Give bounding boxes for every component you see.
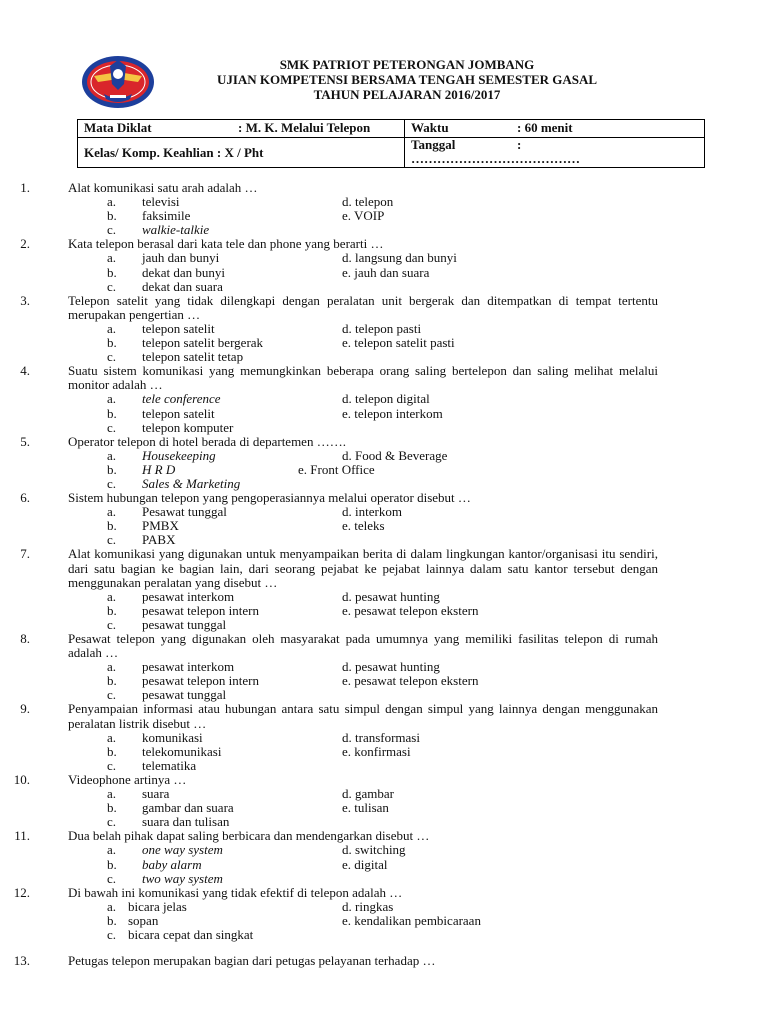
question-number: 1. <box>20 180 30 195</box>
question-text: Alat komunikasi satu arah adalah … <box>68 180 258 195</box>
waktu-value: : 60 menit <box>517 120 573 135</box>
question-row <box>0 632 768 660</box>
option-text: Pesawat tunggal <box>142 504 227 520</box>
option-row <box>0 843 768 857</box>
question-text: Kata telepon berasal dari kata tele dan phone yang berarti … <box>68 236 384 252</box>
option-text: pesawat tunggal <box>142 616 227 632</box>
question-item <box>0 435 768 491</box>
option-text: bicara cepat dan singkat <box>128 926 254 942</box>
question-number: 12. <box>13 884 30 900</box>
option-letter: a. <box>107 447 117 463</box>
option-letter: a. <box>107 898 117 914</box>
option-row <box>0 533 768 547</box>
option-letter: c. <box>107 814 117 830</box>
option-letter: c. <box>107 926 117 942</box>
option-letter: c. <box>107 687 117 703</box>
option-text: dekat dan suara <box>142 278 223 294</box>
option-text: pesawat telepon intern <box>142 602 259 618</box>
option-text: telematika <box>142 757 197 773</box>
option-row <box>0 407 768 421</box>
question-number: 4. <box>20 363 30 379</box>
question-row <box>0 435 768 449</box>
option-letter: a. <box>107 588 117 604</box>
option-text: komunikasi <box>142 729 203 745</box>
option-text: walkie-talkie <box>142 222 210 238</box>
question-number: 13. <box>13 953 30 969</box>
option-row <box>0 195 768 209</box>
option-text: pesawat interkom <box>142 588 235 604</box>
option-letter: b. <box>107 518 117 534</box>
option-text-right: d. langsung dan bunyi <box>342 250 457 266</box>
option-text-right: d. telepon pasti <box>342 320 422 336</box>
option-text-right: e. telepon satelit pasti <box>342 335 455 351</box>
question-row <box>0 886 768 900</box>
option-letter: c. <box>107 616 117 632</box>
question-number: 7. <box>20 546 30 562</box>
question-row <box>0 364 768 392</box>
question-row <box>0 181 768 195</box>
tanggal-sep: : <box>517 137 522 152</box>
option-text: bicara jelas <box>128 898 187 914</box>
question-number: 3. <box>20 292 30 308</box>
option-letter: c. <box>107 278 117 294</box>
option-text-right: d. telepon <box>342 194 394 210</box>
question-item <box>0 773 768 829</box>
option-row <box>0 928 768 942</box>
option-text-right: e. VOIP <box>342 208 385 224</box>
question-text: Suatu sistem komunikasi yang memungkinkan beberapa orang saling bertelepon dan saling melihat melalui monitor adalah … <box>68 363 658 393</box>
question-item <box>0 632 768 702</box>
option-text-right: d. pesawat hunting <box>342 588 440 604</box>
option-row <box>0 914 768 928</box>
option-text-right: e. pesawat telepon ekstern <box>342 673 479 689</box>
option-letter: b. <box>107 208 117 224</box>
kelas-label: Kelas/ Komp. Keahlian : X / Pht <box>84 144 264 160</box>
option-row <box>0 858 768 872</box>
option-text: telepon satelit <box>142 320 215 336</box>
option-text: baby alarm <box>142 856 202 872</box>
question-number: 6. <box>20 490 30 506</box>
option-text: telepon komputer <box>142 419 234 435</box>
option-text-right: e. telepon interkom <box>342 405 443 421</box>
question-item <box>0 829 768 885</box>
option-text: dekat dan bunyi <box>142 264 226 280</box>
option-text-right: e. digital <box>342 856 388 872</box>
question-text: Telepon satelit yang tidak dilengkapi dengan peralatan unit bergerak dan ditempatkan di tempat tertentu merupakan pengertian … <box>68 292 658 322</box>
option-text: suara dan tulisan <box>142 814 230 830</box>
option-row <box>0 872 768 886</box>
question-number: 9. <box>20 701 30 717</box>
question-row <box>0 702 768 730</box>
option-letter: a. <box>107 391 117 407</box>
exam-title: UJIAN KOMPETENSI BERSAMA TENGAH SEMESTER GASAL <box>216 72 598 87</box>
option-text-right: d. gambar <box>342 786 394 802</box>
question-row <box>0 237 768 251</box>
option-row <box>0 660 768 674</box>
option-text: PABX <box>142 532 176 548</box>
option-row <box>0 266 768 280</box>
question-item <box>0 702 768 772</box>
option-row <box>0 421 768 435</box>
question-item <box>0 364 768 434</box>
question-text: Di bawah ini komunikasi yang tidak efektif di telepon adalah … <box>68 884 403 900</box>
question-text: Penyampaian informasi atau hubungan antara satu simpul dengan simpul yang lainnya dengan menggunakan peralatan listrik disebut … <box>68 701 658 731</box>
option-text: gambar dan suara <box>142 800 234 816</box>
mata-diklat-value: : M. K. Melalui Telepon <box>238 120 371 135</box>
question-list <box>0 181 768 968</box>
option-text-right: d. transformasi <box>342 729 420 745</box>
option-row <box>0 745 768 759</box>
academic-year: TAHUN PELAJARAN 2016/2017 <box>313 87 501 102</box>
kelas-cell <box>78 138 405 168</box>
option-text-right: e. pesawat telepon ekstern <box>342 602 479 618</box>
option-text-right: d. pesawat hunting <box>342 659 440 675</box>
option-letter: a. <box>107 786 117 802</box>
option-row <box>0 392 768 406</box>
option-text-right: e. kendalikan pembicaraan <box>342 912 481 928</box>
question-text: Petugas telepon merupakan bagian dari petugas pelayanan terhadap … <box>68 953 436 969</box>
option-row <box>0 618 768 632</box>
question-item <box>0 181 768 237</box>
option-text: Housekeeping <box>142 447 216 463</box>
tanggal-label: Tanggal <box>411 137 456 152</box>
option-row <box>0 350 768 364</box>
waktu-cell <box>405 120 705 138</box>
question-text: Sistem hubungan telepon yang pengoperasiannya melalui operator disebut … <box>68 490 471 506</box>
option-letter: b. <box>107 912 117 928</box>
option-row <box>0 322 768 336</box>
option-letter: b. <box>107 743 117 759</box>
option-text: two way system <box>142 870 223 886</box>
question-row <box>0 294 768 322</box>
option-letter: c. <box>107 419 117 435</box>
option-text: telekomunikasi <box>142 743 222 759</box>
option-text: telepon satelit tetap <box>142 349 244 365</box>
tanggal-cell <box>405 138 705 168</box>
option-row <box>0 251 768 265</box>
option-row <box>0 280 768 294</box>
option-row <box>0 604 768 618</box>
option-text: one way system <box>142 842 223 858</box>
question-item <box>0 491 768 547</box>
option-row <box>0 731 768 745</box>
option-row <box>0 463 768 477</box>
question-number: 11. <box>14 828 30 844</box>
option-row <box>0 759 768 773</box>
option-text: televisi <box>142 194 180 210</box>
exam-header <box>0 57 768 102</box>
option-row <box>0 519 768 533</box>
option-row <box>0 801 768 815</box>
option-text: pesawat telepon intern <box>142 673 259 689</box>
question-text: Pesawat telepon yang digunakan oleh masyarakat pada umumnya yang memiliki fasilitas telepon di rumah adalah … <box>68 631 658 661</box>
option-letter: b. <box>107 461 117 477</box>
option-text-right: d. telepon digital <box>342 391 430 407</box>
option-letter: b. <box>107 335 117 351</box>
option-letter: b. <box>107 800 117 816</box>
tanggal-dots: ………………………………… <box>411 151 580 166</box>
question-item <box>0 547 768 632</box>
question-row <box>0 773 768 787</box>
question-number: 8. <box>20 631 30 646</box>
option-row <box>0 815 768 829</box>
option-text-right: d. ringkas <box>342 898 394 914</box>
option-letter: a. <box>107 504 117 520</box>
question-item <box>0 294 768 364</box>
option-letter: c. <box>107 757 117 773</box>
question-item <box>0 954 768 968</box>
option-letter: c. <box>107 532 117 548</box>
option-row <box>0 449 768 463</box>
option-row <box>0 223 768 237</box>
option-letter: a. <box>107 842 117 858</box>
question-item <box>0 886 768 942</box>
option-text: PMBX <box>142 518 179 534</box>
waktu-label: Waktu <box>411 120 449 135</box>
option-row <box>0 787 768 801</box>
option-letter: a. <box>107 250 117 266</box>
option-letter: a. <box>107 320 117 336</box>
option-row <box>0 336 768 350</box>
question-text: Alat komunikasi yang digunakan untuk menyampaikan berita di dalam lingkungan kantor/organisasi itu sendiri, dari satu bagian ke bagian lain, dari seorang pejabat ke pejabat lainnya dalam satu kantor tersebut dengan menggunakan peralatan yang disebut … <box>68 546 658 590</box>
option-text-right: e. teleks <box>342 518 385 534</box>
question-number: 10. <box>13 771 30 787</box>
option-text-right: e. Front Office <box>298 461 375 477</box>
question-number: 5. <box>20 433 30 449</box>
option-text: suara <box>142 786 170 802</box>
option-text: telepon satelit bergerak <box>142 335 264 351</box>
question-row <box>0 491 768 505</box>
question-row <box>0 829 768 843</box>
question-text: Dua belah pihak dapat saling berbicara dan mendengarkan disebut … <box>68 828 430 844</box>
option-text-right: e. tulisan <box>342 800 389 816</box>
question-row <box>0 547 768 589</box>
option-text: faksimile <box>142 208 191 224</box>
question-number: 2. <box>20 236 30 252</box>
option-letter: c. <box>107 222 117 238</box>
option-row <box>0 209 768 223</box>
option-text-right: d. Food & Beverage <box>342 447 448 463</box>
option-text-right: e. konfirmasi <box>342 743 411 759</box>
option-row <box>0 590 768 604</box>
option-letter: c. <box>107 475 117 491</box>
option-letter: a. <box>107 659 117 675</box>
option-text: sopan <box>128 912 159 928</box>
option-letter: c. <box>107 870 117 886</box>
option-letter: a. <box>107 729 117 745</box>
option-letter: b. <box>107 264 117 280</box>
option-text-right: e. jauh dan suara <box>342 264 430 280</box>
option-text: pesawat interkom <box>142 659 235 675</box>
option-text-right: d. interkom <box>342 504 402 520</box>
option-row <box>0 477 768 491</box>
school-name: SMK PATRIOT PETERONGAN JOMBANG <box>279 57 535 72</box>
option-letter: b. <box>107 673 117 689</box>
option-text: tele conference <box>142 391 221 407</box>
option-text: jauh dan bunyi <box>142 250 220 266</box>
mata-diklat-cell <box>78 120 405 138</box>
option-text: Sales & Marketing <box>142 475 241 491</box>
option-text: pesawat tunggal <box>142 687 227 703</box>
option-row <box>0 505 768 519</box>
option-letter: b. <box>107 602 117 618</box>
option-letter: b. <box>107 405 117 421</box>
option-text: telepon satelit <box>142 405 215 421</box>
option-letter: c. <box>107 349 117 365</box>
option-text-right: d. switching <box>342 842 406 858</box>
option-letter: b. <box>107 856 117 872</box>
question-item <box>0 237 768 293</box>
option-letter: a. <box>107 194 117 210</box>
exam-info-table <box>77 119 705 168</box>
option-row <box>0 688 768 702</box>
question-text: Operator telepon di hotel berada di departemen ……. <box>68 433 346 449</box>
question-row <box>0 954 768 968</box>
option-row <box>0 674 768 688</box>
mata-diklat-label: Mata Diklat <box>84 120 152 135</box>
question-text: Videophone artinya … <box>68 771 187 787</box>
option-row <box>0 900 768 914</box>
option-text: H R D <box>142 461 176 477</box>
